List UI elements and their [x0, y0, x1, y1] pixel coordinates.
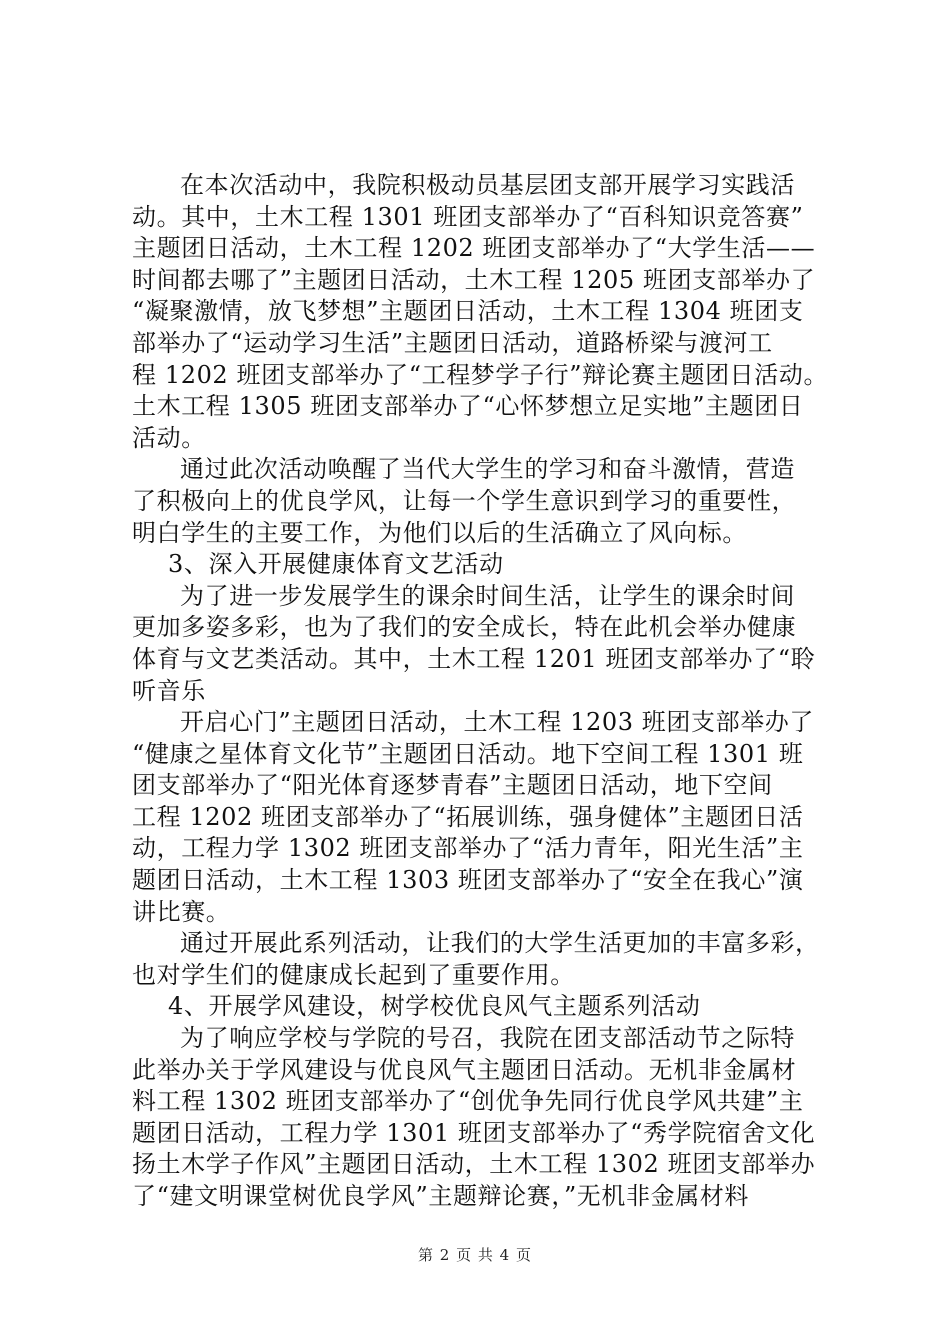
- document-body: [132, 170, 832, 1213]
- text-line: 也对学生们的健康成长起到了重要作用。: [132, 960, 575, 989]
- text-line: 通过开展此系列活动，让我们的大学生活更加的丰富多彩，: [180, 929, 820, 958]
- section-heading: 4、开展学风建设，树学校优良风气主题系列活动: [168, 992, 701, 1021]
- section-heading: 3、深入开展健康体育文艺活动: [168, 550, 504, 579]
- text-line: 了“建文明课堂树优良学风”主题辩论赛，”无机非金属材料: [132, 1182, 750, 1210]
- text-line: 通过此次活动唤醒了当代大学生的学习和奋斗激情，营造: [180, 455, 795, 484]
- text-line: “凝聚激情，放飞梦想”主题团日活动，土木工程 1304 班团支: [132, 297, 804, 326]
- text-line: 工程 1202 班团支部举办了“拓展训练，强身健体”主题团日活: [132, 802, 804, 831]
- text-line: 明白学生的主要工作，为他们以后的生活确立了风向标。: [132, 518, 747, 547]
- text-line: 题团日活动，工程力学 1301 班团支部举办了“秀学院宿舍文化: [132, 1118, 816, 1147]
- text-line: 土木工程 1305 班团支部举办了“心怀梦想立足实地”主题团日: [132, 392, 804, 421]
- text-line: 团支部举办了“阳光体育逐梦青春”主题团日活动，地下空间: [132, 771, 773, 800]
- text-line: 开启心门”主题团日活动，土木工程 1203 班团支部举办了: [180, 708, 815, 737]
- text-line: 题团日活动，土木工程 1303 班团支部举办了“安全在我心”演: [132, 866, 804, 895]
- text-line: 料工程 1302 班团支部举办了“创优争先同行优良学风共建”主: [132, 1087, 804, 1116]
- text-line: 动。其中，土木工程 1301 班团支部举办了“百科知识竞答赛”: [132, 202, 804, 231]
- text-line: 更加多姿多彩，也为了我们的安全成长，特在此机会举办健康: [132, 613, 797, 642]
- page-footer: 第 2 页 共 4 页: [418, 1246, 532, 1264]
- text-line: 为了进一步发展学生的课余时间生活，让学生的课余时间: [180, 581, 795, 610]
- text-line: “健康之星体育文化节”主题团日活动。地下空间工程 1301 班: [132, 739, 804, 768]
- text-line: 体育与文艺类活动。其中，土木工程 1201 班团支部举办了“聆: [132, 644, 816, 673]
- text-line: 主题团日活动，土木工程 1202 班团支部举办了“大学生活——: [132, 234, 816, 263]
- text-line: 听音乐: [132, 676, 206, 705]
- text-line: 为了响应学校与学院的号召，我院在团支部活动节之际特: [180, 1024, 795, 1053]
- text-line: 在本次活动中，我院积极动员基层团支部开展学习实践活: [180, 171, 795, 199]
- text-line: 活动。: [132, 423, 206, 452]
- text-line: 了积极向上的优良学风，让每一个学生意识到学习的重要性，: [132, 486, 797, 515]
- text-line: 讲比赛。: [132, 897, 231, 926]
- text-line: 程 1202 班团支部举办了“工程梦学子行”辩论赛主题团日活动。: [132, 360, 829, 389]
- text-line: 时间都去哪了”主题团日活动，土木工程 1205 班团支部举办了: [132, 265, 816, 294]
- text-line: 部举办了“运动学习生活”主题团日活动，道路桥梁与渡河工: [132, 328, 773, 357]
- text-line: 动，工程力学 1302 班团支部举办了“活力青年，阳光生活”主: [132, 834, 804, 863]
- text-line: 此举办关于学风建设与优良风气主题团日活动。无机非金属材: [132, 1055, 797, 1084]
- text-line: 扬土木学子作风”主题团日活动，土木工程 1302 班团支部举办: [132, 1150, 816, 1179]
